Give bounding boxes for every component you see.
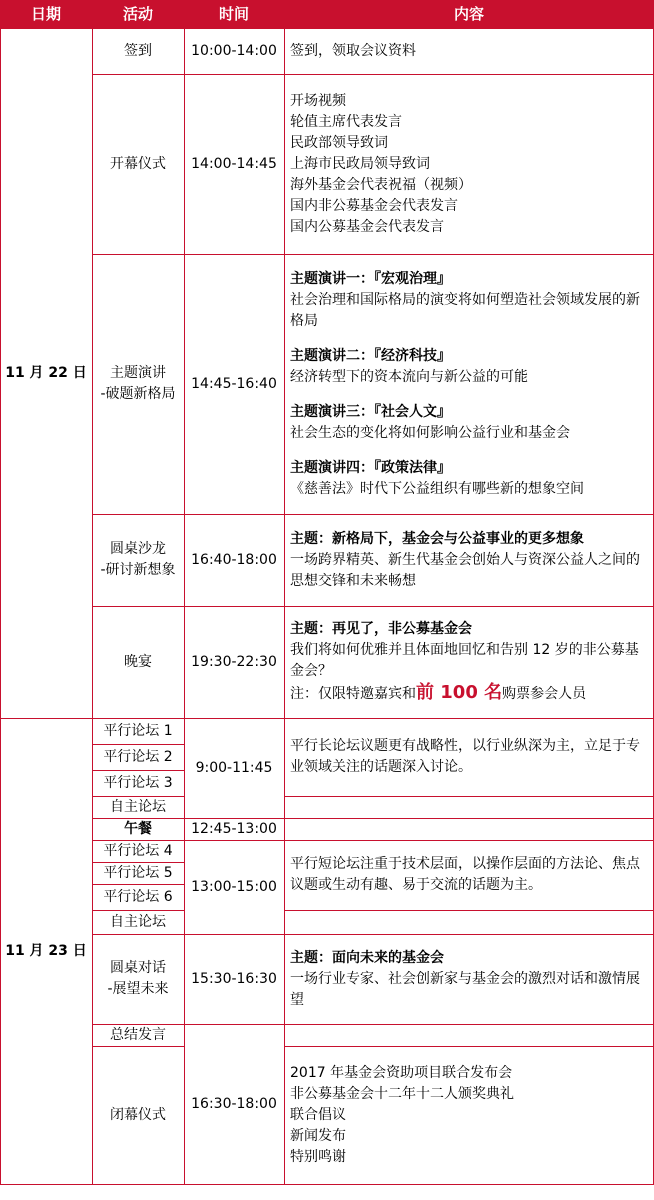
roundtable-title: 主题：面向未来的基金会 bbox=[290, 949, 444, 966]
talk-title: 主题演讲二：『经济科技』 bbox=[290, 347, 451, 364]
forum-3: 平行论坛 3 bbox=[103, 774, 173, 791]
list-item: 2017 年基金会资助项目联合发布会 bbox=[290, 1064, 513, 1081]
content-closing bbox=[284, 1046, 654, 1184]
list-item: 国内公募基金会代表发言 bbox=[290, 218, 444, 235]
dinner-note: 注：仅限特邀嘉宾和 前 100 名 购票参会人员 bbox=[290, 682, 587, 703]
content-opening bbox=[284, 74, 654, 254]
list-item: 海外基金会代表祝福（视频） bbox=[290, 176, 472, 193]
time-forum1: 9:00-11:45 bbox=[195, 759, 273, 776]
talk-title: 主题演讲一：『宏观治理』 bbox=[290, 270, 451, 287]
grid-line bbox=[92, 796, 184, 797]
grid-line bbox=[92, 74, 654, 75]
time-salon: 16:40-18:00 bbox=[191, 551, 277, 568]
activity-checkin: 签到 bbox=[124, 42, 152, 59]
activity-lunch: 午餐 bbox=[124, 820, 152, 837]
forum-6: 平行论坛 6 bbox=[103, 888, 173, 905]
grid-line bbox=[92, 254, 654, 255]
grid-line bbox=[284, 0, 285, 1184]
activity-summary: 总结发言 bbox=[110, 1026, 166, 1043]
content-checkin: 签到，领取会议资料 bbox=[290, 42, 416, 59]
content-roundtable: 主题：面向未来的基金会 一场行业专家、社会创新家与基金会的激烈对话和激情展 望 bbox=[284, 934, 654, 1024]
dinner-title: 主题：再见了，非公募基金会 bbox=[290, 621, 472, 637]
list-item: 民政部领导致词 bbox=[290, 134, 388, 151]
time-opening: 14:00-14:45 bbox=[191, 155, 277, 172]
list-item: 轮值主席代表发言 bbox=[290, 113, 402, 130]
list-item: 国内非公募基金会代表发言 bbox=[290, 197, 458, 214]
grid-line bbox=[92, 840, 654, 841]
talk-desc: 经济转型下的资本流向与新公益的可能 bbox=[290, 368, 528, 385]
time-checkin: 10:00-14:00 bbox=[191, 42, 277, 59]
time-lunch: 12:45-13:00 bbox=[191, 820, 277, 837]
grid-line bbox=[0, 28, 654, 29]
list-item: 开场视频 bbox=[290, 92, 346, 109]
content-keynote bbox=[284, 254, 654, 514]
content-forum2-self bbox=[284, 910, 654, 934]
grid-line bbox=[92, 862, 184, 863]
time-closing: 16:30-18:00 bbox=[191, 1095, 277, 1112]
list-item: 新闻发布 bbox=[290, 1127, 346, 1144]
header-activity: 活动 bbox=[92, 0, 184, 28]
time-dinner: 19:30-22:30 bbox=[191, 653, 277, 670]
activity-keynote: 主题演讲 -破题新格局 bbox=[100, 365, 176, 402]
grid-line bbox=[92, 744, 184, 745]
list-item: 上海市民政局领导致词 bbox=[290, 155, 430, 172]
time-roundtable: 15:30-16:30 bbox=[191, 970, 277, 987]
day1-date: 11 月 22 日 bbox=[5, 364, 87, 381]
grid-line bbox=[0, 0, 1, 1184]
content-lunch bbox=[284, 818, 654, 840]
grid-line bbox=[284, 1046, 654, 1047]
talk-desc: 社会治理和国际格局的演变将如何塑造社会领域发展的新 bbox=[290, 291, 640, 308]
list-item: 特别鸣谢 bbox=[290, 1148, 346, 1165]
time-keynote: 14:45-16:40 bbox=[191, 375, 277, 392]
grid-line bbox=[0, 0, 654, 1]
content-forum1: 平行长论坛议题更有战略性，以行业纵深为主，立足于专 业领域关注的话题深入讨论。 bbox=[290, 738, 640, 775]
activity-opening: 开幕仪式 bbox=[110, 155, 166, 172]
grid-line bbox=[92, 934, 654, 935]
talk-desc: 格局 bbox=[290, 312, 318, 329]
grid-line bbox=[92, 884, 184, 885]
salon-title: 主题：新格局下，基金会与公益事业的更多想象 bbox=[290, 530, 584, 547]
forum-1: 平行论坛 1 bbox=[103, 722, 173, 739]
grid-line bbox=[0, 718, 654, 719]
header-time: 时间 bbox=[184, 0, 284, 28]
forum-2: 平行论坛 2 bbox=[103, 748, 173, 765]
activity-dinner: 晚宴 bbox=[124, 653, 152, 670]
grid-line bbox=[284, 796, 654, 797]
grid-line bbox=[0, 1184, 654, 1185]
header-date: 日期 bbox=[0, 0, 92, 28]
grid-line bbox=[92, 0, 93, 1184]
content-summary bbox=[284, 1024, 654, 1046]
content-dinner: 主题：再见了，非公募基金会 我们将如何优雅并且体面地回忆和告别 12 岁的非公募基 金会？ 注：仅限特邀嘉宾和 前 100 名 购票参会人员 bbox=[284, 606, 654, 718]
time-forum2: 13:00-15:00 bbox=[191, 878, 277, 895]
grid-line bbox=[92, 910, 184, 911]
content-forum2: 平行短论坛注重于技术层面，以操作层面的方法论、焦点 议题或生动有趣、易于交流的话题为主。 bbox=[290, 856, 640, 893]
talk-title: 主题演讲三：『社会人文』 bbox=[290, 403, 451, 420]
content-salon: 主题：新格局下，基金会与公益事业的更多想象 一场跨界精英、新生代基金会创始人与资深公益人之间的 思想交锋和未来畅想 bbox=[284, 514, 654, 606]
grid-line bbox=[184, 0, 185, 1184]
talk-desc: 《慈善法》时代下公益组织有哪些新的想象空间 bbox=[290, 480, 584, 497]
grid-line bbox=[92, 514, 654, 515]
grid-line bbox=[92, 1024, 654, 1025]
grid-line bbox=[92, 818, 654, 819]
grid-line bbox=[92, 1046, 184, 1047]
activity-closing: 闭幕仪式 bbox=[110, 1106, 166, 1123]
talk-title: 主题演讲四：『政策法律』 bbox=[290, 459, 451, 476]
grid-line bbox=[92, 606, 654, 607]
list-item: 非公募基金会十二年十二人颁奖典礼 bbox=[290, 1085, 514, 1102]
forum-self-2: 自主论坛 bbox=[110, 913, 166, 930]
activity-salon: 圆桌沙龙 -研讨新想象 bbox=[100, 541, 176, 578]
content-forum1-self bbox=[284, 796, 654, 818]
header-content: 内容 bbox=[284, 0, 654, 28]
day2-date: 11 月 23 日 bbox=[5, 942, 87, 959]
activity-roundtable: 圆桌对话 -展望未来 bbox=[107, 960, 169, 997]
forum-5: 平行论坛 5 bbox=[103, 864, 173, 881]
forum-4: 平行论坛 4 bbox=[103, 842, 173, 859]
list-item: 联合倡议 bbox=[290, 1106, 346, 1123]
highlight-text: 前 100 名 bbox=[416, 682, 503, 703]
talk-desc: 社会生态的变化将如何影响公益行业和基金会 bbox=[290, 424, 570, 441]
grid-line bbox=[92, 770, 184, 771]
grid-line bbox=[284, 910, 654, 911]
forum-self-1: 自主论坛 bbox=[110, 798, 166, 815]
